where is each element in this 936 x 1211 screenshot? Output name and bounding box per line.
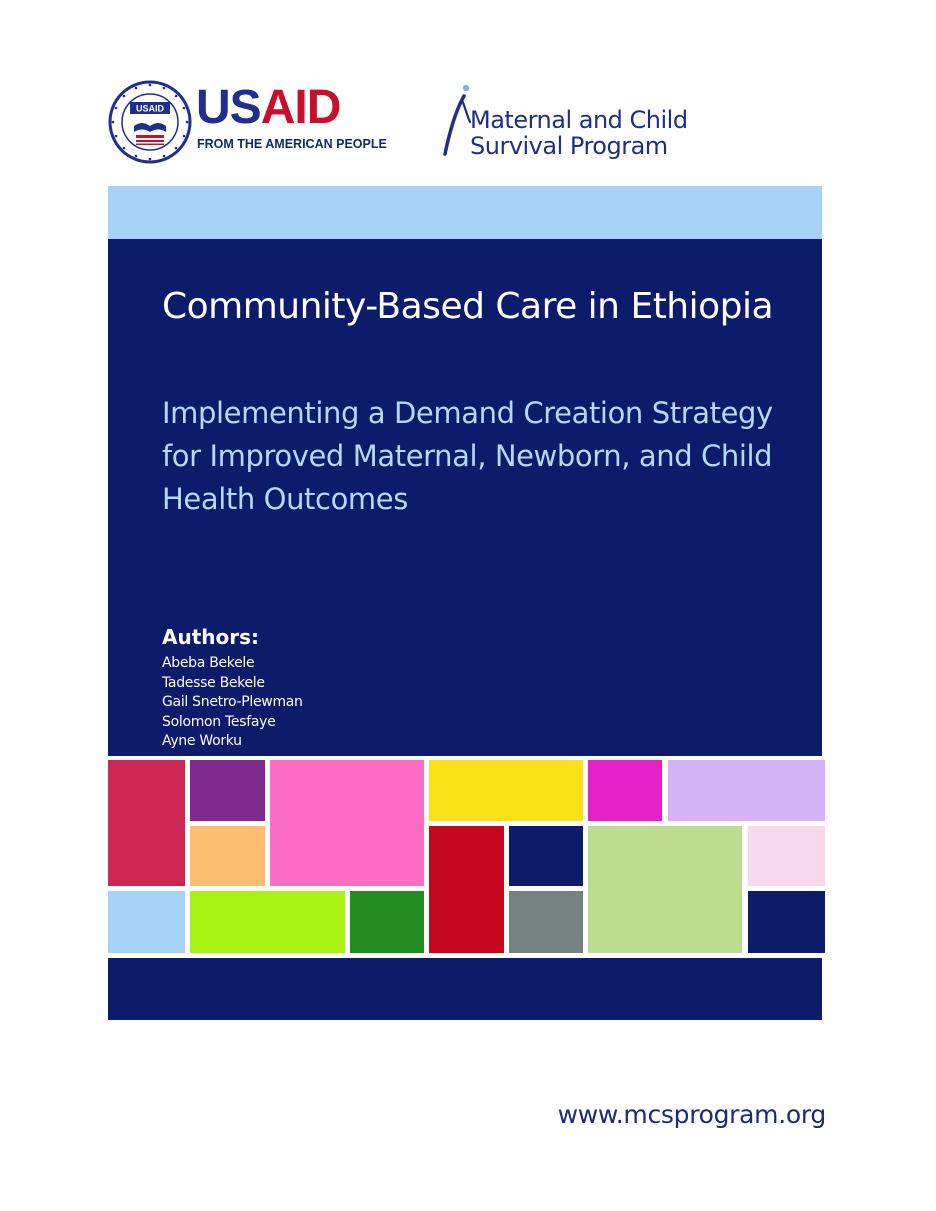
- usaid-seal-label: USAID: [135, 103, 165, 114]
- cover-title: Community-Based Care in Ethiopia: [162, 286, 774, 327]
- usaid-wordmark-us: US: [196, 81, 261, 134]
- authors-heading: Authors:: [162, 625, 260, 649]
- mosaic-tile-red: [429, 826, 504, 953]
- website-link[interactable]: www.mcsprogram.org: [557, 1100, 826, 1129]
- mosaic-tile-sage: [588, 826, 742, 953]
- usaid-wordmark: [196, 81, 341, 134]
- mosaic-tile-peach: [190, 826, 265, 886]
- cover-light-band: [108, 186, 822, 239]
- usaid-wordmark-aid: AID: [260, 81, 341, 134]
- author-name: Tadesse Bekele: [162, 674, 265, 691]
- mosaic-tile-lime: [190, 891, 345, 953]
- mosaic-tile-navy-2: [748, 891, 825, 953]
- authors-list: [162, 654, 303, 752]
- author-name: Gail Snetro-Plewman: [162, 694, 303, 710]
- mosaic-tile-lavender: [668, 760, 825, 821]
- cover-subtitle: Implementing a Demand Creation Strategy for Improved Maternal, Newborn, and Child Health Outcomes: [162, 396, 773, 516]
- mosaic-tile-sky: [108, 891, 185, 953]
- color-mosaic: [108, 756, 828, 958]
- mosaic-tile-blush: [748, 826, 825, 886]
- mosaic-tile-magenta: [588, 760, 662, 821]
- mosaic-tile-crimson: [108, 760, 185, 886]
- usaid-logo: [108, 80, 388, 164]
- mcsp-line-2: Survival Program: [470, 132, 668, 160]
- author-name: Solomon Tesfaye: [162, 713, 276, 730]
- usaid-tagline: FROM THE AMERICAN PEOPLE: [197, 137, 387, 151]
- mosaic-tile-navy: [509, 826, 583, 886]
- usaid-seal-icon: [108, 80, 192, 164]
- mosaic-tile-purple: [190, 760, 265, 821]
- author-name: Ayne Worku: [162, 733, 242, 749]
- mosaic-tile-yellow: [429, 760, 583, 821]
- mcsp-logo: [440, 80, 700, 164]
- mosaic-tile-pink: [270, 760, 424, 886]
- cover-bottom-band: [108, 958, 822, 1020]
- mosaic-tile-gray: [509, 891, 583, 953]
- mcsp-line-1: Maternal and Child: [470, 106, 688, 134]
- author-name: Abeba Bekele: [162, 655, 255, 671]
- mosaic-tile-green: [350, 891, 424, 953]
- mcsp-figure-icon: [440, 80, 474, 160]
